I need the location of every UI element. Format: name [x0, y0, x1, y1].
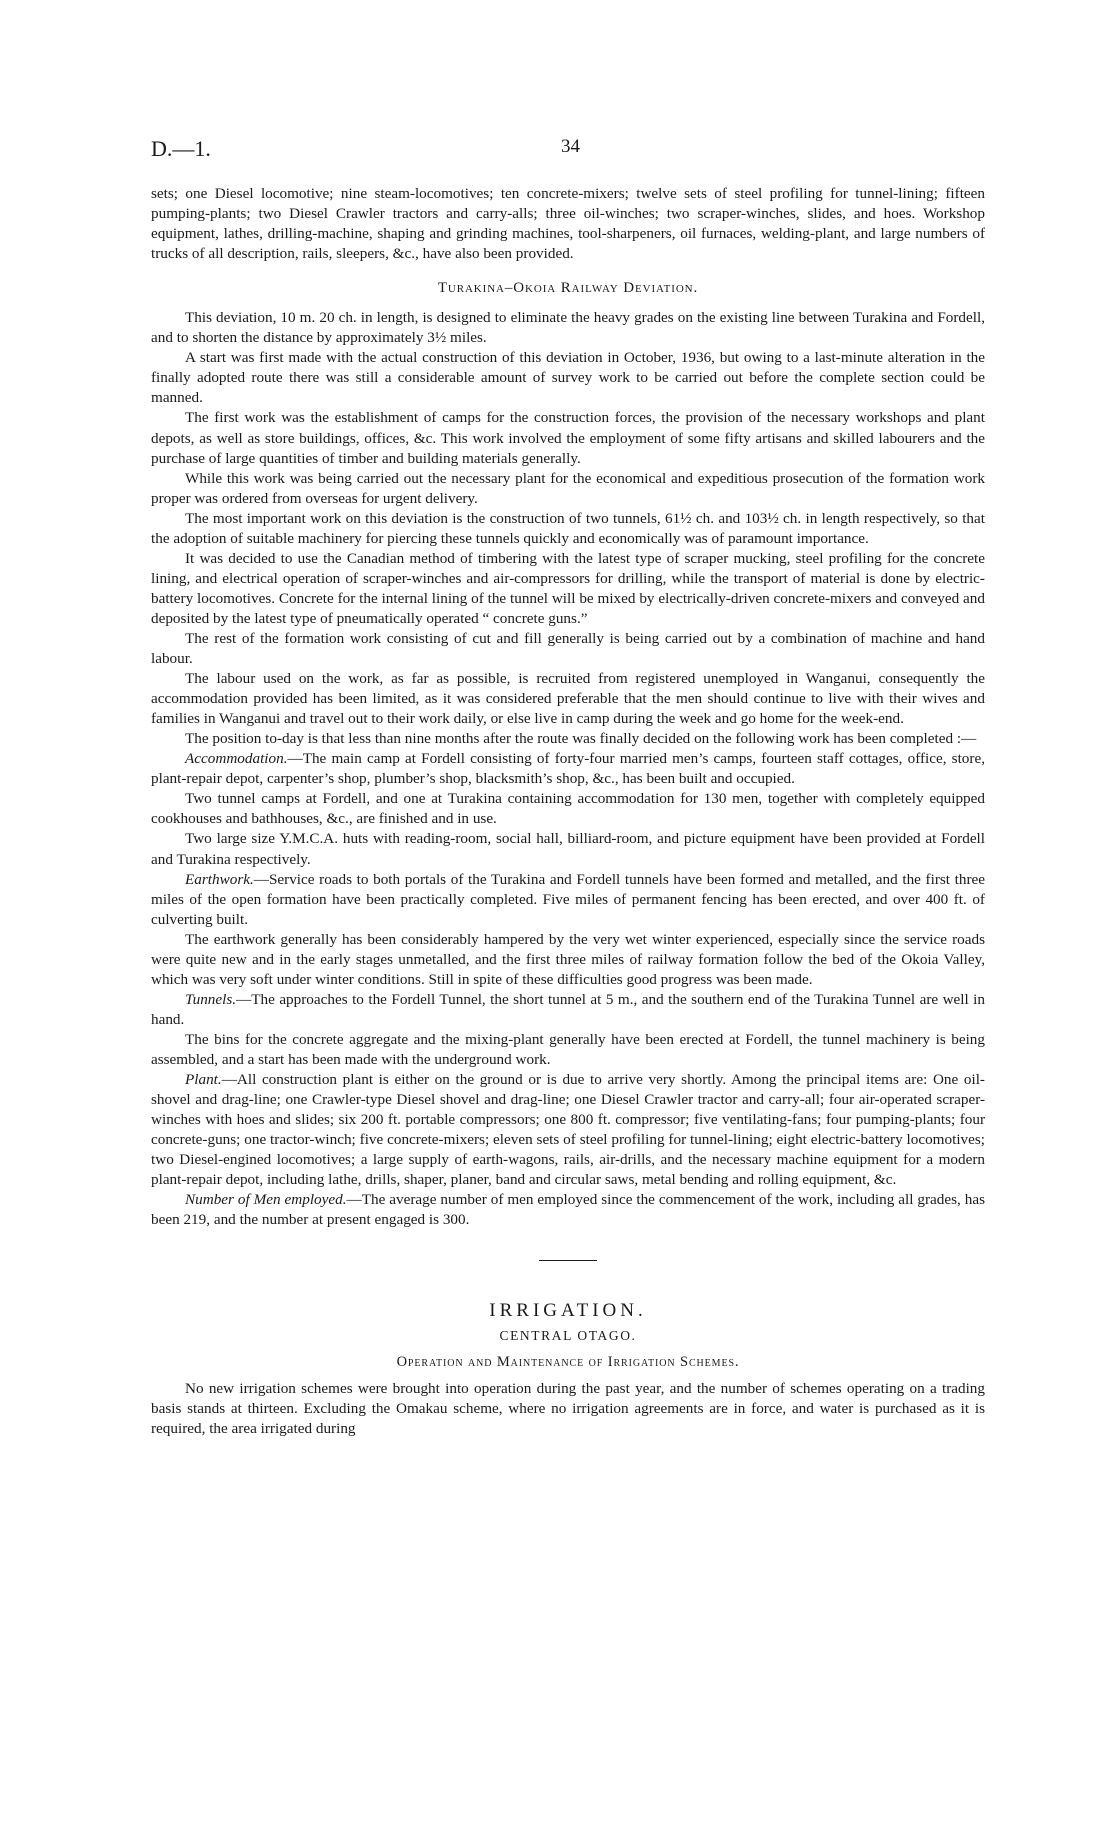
paragraph — [151, 1030, 985, 1070]
paragraph-text: Two large size Y.M.C.A. huts with reading-room, social hall, billiard-room, and picture equipment have been provided at Fordell and Turakina respectively. — [151, 830, 985, 868]
paragraph-run-in-heading: Plant. — [185, 1071, 222, 1089]
paragraph-text: —All construction plant is either on the ground or is due to arrive very shortly. Among the principal items are: One oil-shovel and drag-line; one Crawler-type Diesel shovel and drag-line; one Diesel Crawler tractor and carry-all; four air-operated scraper-winches with hoes and slides; six 200 ft. portable compressors; one 800 ft. compressor; five ventilating-fans; four pumping-plants; four concrete-guns; one tractor-winch; five concrete-mixers; eleven sets of steel profiling for tunnel-lining; eight electric-battery locomotives; two Diesel-engined locomotives; a large supply of earth-wagons, rails, air-drills, and the necessary machine equipment for a modern plant-repair depot, including lathe, drills, shaper, planer, band and circular saws, metal bending and rolling equipment, &c. — [151, 1071, 985, 1189]
paragraph — [151, 348, 985, 408]
paragraph — [151, 469, 985, 509]
paragraph-run-in-heading: Number of Men employed. — [185, 1191, 347, 1209]
paragraph-text: —The approaches to the Fordell Tunnel, the short tunnel at 5 m., and the southern end of the Turakina Tunnel are well in hand. — [151, 990, 985, 1028]
paragraph-text: While this work was being carried out the necessary plant for the economical and expeditious prosecution of the formation work proper was ordered from overseas for urgent delivery. — [151, 469, 985, 507]
paragraph — [151, 829, 985, 869]
section-title-turakina: Turakina–Okoia Railway Deviation. — [437, 280, 699, 297]
turakina-section-body — [151, 308, 985, 1230]
paragraph-text: A start was first made with the actual construction of this deviation in October, 1936, but owing to a last-minute alteration in the finally adopted route there was still a considerable amount of survey work to be carried out before the complete section could be manned. — [151, 349, 985, 407]
paragraph-text: It was decided to use the Canadian method of timbering with the latest type of scraper mucking, steel profiling for the concrete lining, and electrical operation of scraper-winches and air-compressors for drilling, while the transport of material is done by electric-battery locomotives. Concrete for the internal lining of the tunnel will be mixed by electrically-driven concrete-mixers and conveyed and deposited by the latest type of pneumatically operated “ concrete guns.” — [151, 549, 985, 627]
irrigation-subheading: Operation and Maintenance of Irrigation Schemes. — [396, 1354, 740, 1371]
paragraph — [151, 930, 985, 990]
paragraph — [151, 789, 985, 829]
paragraph — [151, 749, 985, 789]
paragraph-run-in-heading: Tunnels. — [185, 990, 237, 1008]
paragraph — [151, 1190, 985, 1230]
paragraph — [151, 1070, 985, 1190]
paragraph-text: This deviation, 10 m. 20 ch. in length, is designed to eliminate the heavy grades on the existing line between Turakina and Fordell, and to shorten the distance by approximately 3½ miles. — [151, 309, 985, 347]
paragraph-text: The position to-day is that less than nine months after the route was finally decided on the following work has been completed :— — [185, 730, 977, 748]
paragraph — [151, 629, 985, 669]
paragraph-text: The labour used on the work, as far as possible, is recruited from registered unemployed in Wanganui, consequently the accommodation provided has been limited, as it was considered preferable that the men should continue to live with their wives and families in Wanganui and travel out to their work daily, or else live in camp during the week and go home for the week-end. — [151, 670, 985, 728]
paragraph — [151, 729, 985, 749]
page-header — [151, 136, 985, 166]
paragraph — [151, 990, 985, 1030]
paragraph-run-in-heading: Earthwork. — [185, 870, 254, 888]
paragraph — [151, 509, 985, 549]
irrigation-title: IRRIGATION. — [489, 1300, 647, 1322]
paragraph — [151, 549, 985, 629]
section-divider — [539, 1260, 597, 1261]
paragraph-text: The earthwork generally has been considerably hampered by the very wet winter experienced, especially since the service roads were quite new and in the early stages unmetalled, and the first three miles of railway formation follow the bed of the Okoia Valley, which was very soft under winter conditions. Still in spite of these difficulties good progress was been made. — [151, 930, 985, 988]
document-id: D.—1. — [151, 136, 211, 161]
paragraph — [151, 408, 985, 468]
irrigation-subtitle: CENTRAL OTAGO. — [499, 1328, 637, 1344]
irrigation-paragraph: No new irrigation schemes were brought into operation during the past year, and the number of schemes operating on a trading basis stands at thirteen. Excluding the Omakau scheme, where no irrigation agreements are in force, and water is purchased as it is required, the area irrigated during — [151, 1379, 985, 1437]
paragraph-text: The first work was the establishment of camps for the construction forces, the provision of the necessary workshops and plant depots, as well as store buildings, offices, &c. This work involved the employment of some fifty artisans and skilled labourers and the purchase of large quantities of timber and building materials generally. — [151, 409, 985, 467]
paragraph-text: The most important work on this deviation is the construction of two tunnels, 61½ ch. and 103½ ch. in length respectively, so that the adoption of suitable machinery for piercing these tunnels quickly and economically was of paramount importance. — [151, 509, 985, 547]
paragraph-text: Two tunnel camps at Fordell, and one at Turakina containing accommodation for 130 men, together with completely equipped cookhouses and bathhouses, &c., are finished and in use. — [151, 790, 985, 828]
page-body — [151, 184, 985, 1439]
paragraph — [151, 669, 985, 729]
paragraph-text: —Service roads to both portals of the Turakina and Fordell tunnels have been formed and metalled, and the first three miles of the open formation have been practically completed. Five miles of permanent fencing has been erected, and over 400 ft. of culverting built. — [151, 870, 985, 928]
page-number: 34 — [561, 136, 580, 157]
paragraph-text: —The main camp at Fordell consisting of forty-four married men’s camps, fourteen staff cottages, office, store, plant-repair depot, carpenter’s shop, plumber’s shop, blacksmith’s shop, &c., has been built and occupied. — [151, 750, 985, 788]
paragraph-text: —The average number of men employed since the commencement of the work, including all grades, has been 219, and the number at present engaged is 300. — [151, 1191, 985, 1229]
paragraph-text: The rest of the formation work consisting of cut and fill generally is being carried out by a combination of machine and hand labour. — [151, 629, 985, 668]
intro-paragraph: sets; one Diesel locomotive; nine steam-locomotives; ten concrete-mixers; twelve sets of steel profiling for tunnel-lining; fifteen pumping-plants; two Diesel Crawler tractors and carry-alls; three oil-winches; two scraper-winches, slides, and hoes. Workshop equipment, lathes, drilling-machine, shaping and grinding machines, tool-sharpeners, oil furnaces, welding-plant, and large numbers of trucks of all description, rails, sleepers, &c., have also been provided. — [151, 185, 985, 263]
paragraph-text: The bins for the concrete aggregate and the mixing-plant generally have been erected at Fordell, the tunnel machinery is being assembled, and a start has been made with the underground work. — [151, 1030, 985, 1068]
paragraph — [151, 308, 985, 348]
paragraph — [151, 870, 985, 930]
paragraph-run-in-heading: Accommodation. — [185, 750, 288, 768]
